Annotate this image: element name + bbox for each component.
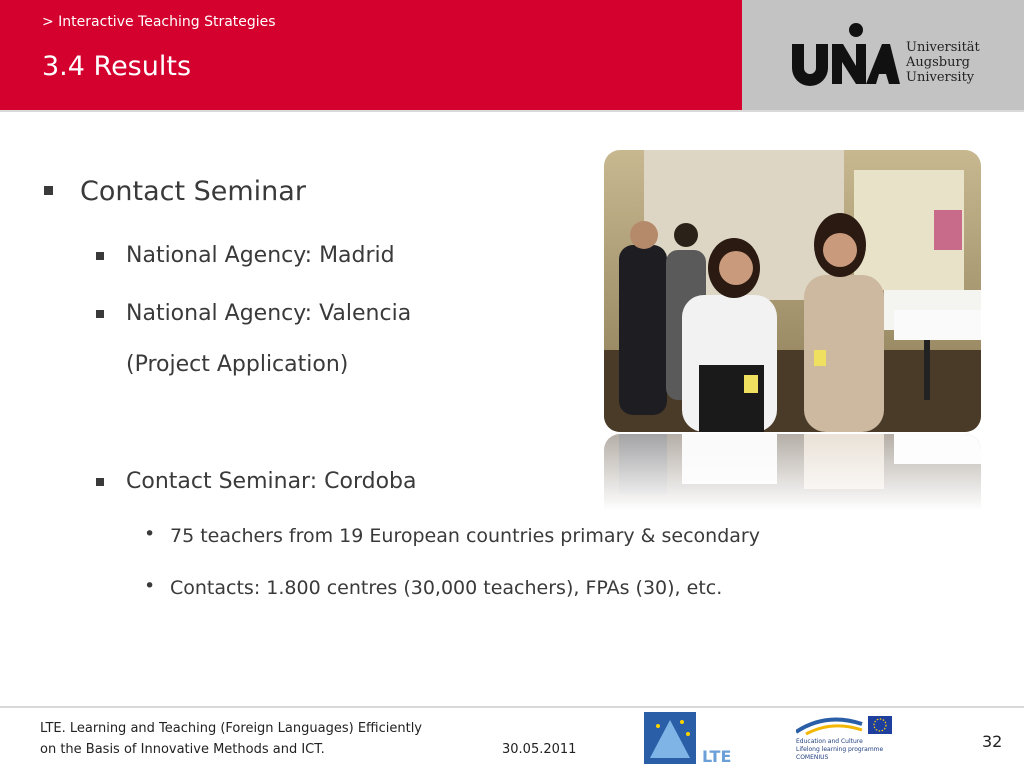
bullet-text: Contact Seminar (80, 176, 306, 207)
page-number: 32 (982, 732, 1003, 751)
seminar-photo-reflection (604, 434, 981, 510)
square-bullet-icon (96, 310, 104, 318)
footer-date: 30.05.2011 (502, 742, 577, 757)
square-bullet-icon (44, 186, 53, 195)
uni-augsburg-logo-icon (790, 20, 900, 86)
lte-logo-text: LTE (702, 747, 732, 766)
logo-line-2: Augsburg (906, 55, 970, 70)
bullet-text: Contacts: 1.800 centres (30,000 teachers), FPAs (30), etc. (170, 577, 723, 599)
university-name (906, 40, 980, 85)
lte-logo (644, 712, 740, 770)
bullet-text: (Project Application) (126, 352, 349, 377)
footer-divider (0, 706, 1024, 708)
logo-line-3: University (906, 70, 975, 85)
seminar-people-image-icon (604, 150, 981, 432)
lte-logo-icon (644, 712, 740, 766)
square-bullet-icon (96, 252, 104, 260)
logo-line-1: Universität (906, 40, 980, 55)
dot-bullet-icon: • (144, 523, 156, 545)
bullet-text: Contact Seminar: Cordoba (126, 469, 417, 494)
bullet-text: 75 teachers from 19 European countries primary & secondary (170, 525, 760, 547)
eu-flag-icon (796, 712, 896, 738)
eu-text-line-2: Lifelong learning programme (796, 746, 884, 753)
header-banner (0, 0, 742, 110)
reflection-fade (604, 434, 981, 510)
breadcrumb: > Interactive Teaching Strategies (42, 14, 276, 30)
eu-programme-text (796, 738, 906, 762)
footer-project-line-2: on the Basis of Innovative Methods and ICT. (40, 742, 325, 757)
dot-bullet-icon: • (144, 575, 156, 597)
bullet-text: National Agency: Valencia (126, 301, 412, 326)
university-logo-area (742, 0, 1024, 110)
seminar-photo (604, 150, 981, 432)
eu-text-line-1: Education and Culture (796, 738, 863, 745)
slide-title: 3.4 Results (42, 51, 192, 82)
bullet-text: National Agency: Madrid (126, 243, 395, 268)
eu-text-line-3: COMENIUS (796, 754, 829, 761)
header-divider (0, 110, 1024, 112)
footer-project-line-1: LTE. Learning and Teaching (Foreign Languages) Efficiently (40, 721, 422, 736)
square-bullet-icon (96, 478, 104, 486)
